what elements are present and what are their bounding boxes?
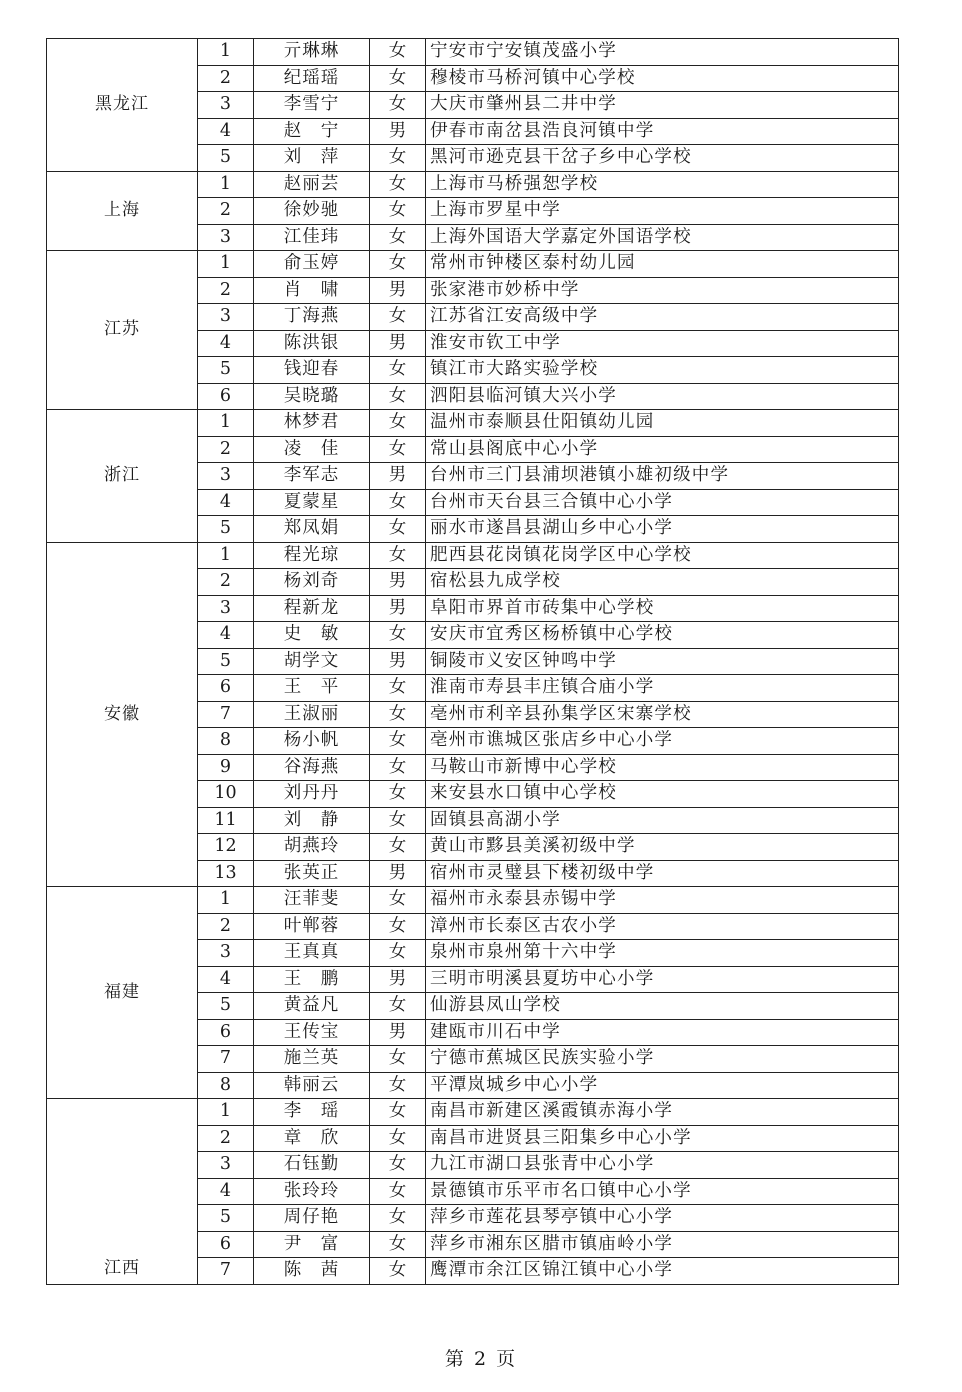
gender-cell: 男 bbox=[370, 1019, 426, 1046]
page-number: 第 2 页 bbox=[444, 1348, 518, 1370]
table-row bbox=[47, 887, 899, 914]
gender-cell: 女 bbox=[370, 410, 426, 437]
name-cell: 钱迎春 bbox=[254, 357, 370, 384]
school-cell: 漳州市长泰区古农小学 bbox=[426, 913, 899, 940]
row-number-cell: 1 bbox=[198, 887, 254, 914]
school-cell: 平潭岚城乡中心小学 bbox=[426, 1072, 899, 1099]
row-number-cell: 2 bbox=[198, 65, 254, 92]
school-cell: 常州市钟楼区泰村幼儿园 bbox=[426, 251, 899, 278]
table-row bbox=[47, 251, 899, 278]
school-cell: 淮安市钦工中学 bbox=[426, 330, 899, 357]
name-cell: 李军志 bbox=[254, 463, 370, 490]
school-cell: 亳州市谯城区张店乡中心小学 bbox=[426, 728, 899, 755]
gender-cell: 女 bbox=[370, 39, 426, 66]
school-cell: 南昌市进贤县三阳集乡中心小学 bbox=[426, 1125, 899, 1152]
school-cell: 固镇县高湖小学 bbox=[426, 807, 899, 834]
row-number-cell: 6 bbox=[198, 1019, 254, 1046]
table-row bbox=[47, 542, 899, 569]
school-cell: 台州市天台县三合镇中心小学 bbox=[426, 489, 899, 516]
name-cell: 章 欣 bbox=[254, 1125, 370, 1152]
gender-cell: 女 bbox=[370, 436, 426, 463]
name-cell: 刘 静 bbox=[254, 807, 370, 834]
row-number-cell: 11 bbox=[198, 807, 254, 834]
row-number-cell: 7 bbox=[198, 701, 254, 728]
school-cell: 仙游县凤山学校 bbox=[426, 993, 899, 1020]
gender-cell: 女 bbox=[370, 781, 426, 808]
school-cell: 阜阳市界首市砖集中心学校 bbox=[426, 595, 899, 622]
row-number-cell: 3 bbox=[198, 1152, 254, 1179]
name-cell: 叶郸蓉 bbox=[254, 913, 370, 940]
gender-cell: 女 bbox=[370, 887, 426, 914]
school-cell: 九江市湖口县张青中心小学 bbox=[426, 1152, 899, 1179]
name-cell: 王传宝 bbox=[254, 1019, 370, 1046]
school-cell: 萍乡市莲花县琴亭镇中心小学 bbox=[426, 1205, 899, 1232]
row-number-cell: 5 bbox=[198, 145, 254, 172]
row-number-cell: 3 bbox=[198, 940, 254, 967]
name-cell: 夏蒙星 bbox=[254, 489, 370, 516]
school-cell: 马鞍山市新博中心学校 bbox=[426, 754, 899, 781]
gender-cell: 女 bbox=[370, 145, 426, 172]
row-number-cell: 6 bbox=[198, 675, 254, 702]
name-cell: 杨刘奇 bbox=[254, 569, 370, 596]
table-row bbox=[47, 1099, 899, 1126]
name-cell: 胡燕玲 bbox=[254, 834, 370, 861]
name-cell: 江佳玮 bbox=[254, 224, 370, 251]
row-number-cell: 2 bbox=[198, 277, 254, 304]
gender-cell: 女 bbox=[370, 1046, 426, 1073]
gender-cell: 男 bbox=[370, 648, 426, 675]
gender-cell: 男 bbox=[370, 277, 426, 304]
gender-cell: 女 bbox=[370, 1072, 426, 1099]
gender-cell: 女 bbox=[370, 65, 426, 92]
school-cell: 宁安市宁安镇茂盛小学 bbox=[426, 39, 899, 66]
name-cell: 程新龙 bbox=[254, 595, 370, 622]
row-number-cell: 2 bbox=[198, 436, 254, 463]
row-number-cell: 8 bbox=[198, 728, 254, 755]
school-cell: 宿松县九成学校 bbox=[426, 569, 899, 596]
row-number-cell: 5 bbox=[198, 648, 254, 675]
school-cell: 来安县水口镇中心学校 bbox=[426, 781, 899, 808]
gender-cell: 女 bbox=[370, 1231, 426, 1258]
gender-cell: 男 bbox=[370, 595, 426, 622]
school-cell: 泗阳县临河镇大兴小学 bbox=[426, 383, 899, 410]
province-cell: 江苏 bbox=[47, 251, 198, 410]
name-cell: 周仔艳 bbox=[254, 1205, 370, 1232]
school-cell: 大庆市肇州县二井中学 bbox=[426, 92, 899, 119]
row-number-cell: 3 bbox=[198, 304, 254, 331]
row-number-cell: 3 bbox=[198, 92, 254, 119]
province-cell: 福建 bbox=[47, 887, 198, 1099]
gender-cell: 女 bbox=[370, 224, 426, 251]
name-cell: 程光琼 bbox=[254, 542, 370, 569]
school-cell: 安庆市宜秀区杨桥镇中心学校 bbox=[426, 622, 899, 649]
row-number-cell: 2 bbox=[198, 569, 254, 596]
name-cell: 赵 宁 bbox=[254, 118, 370, 145]
name-cell: 王真真 bbox=[254, 940, 370, 967]
name-cell: 纪瑶瑶 bbox=[254, 65, 370, 92]
school-cell: 丽水市遂昌县湖山乡中心小学 bbox=[426, 516, 899, 543]
name-cell: 刘 萍 bbox=[254, 145, 370, 172]
row-number-cell: 8 bbox=[198, 1072, 254, 1099]
gender-cell: 女 bbox=[370, 993, 426, 1020]
province-cell: 浙江 bbox=[47, 410, 198, 543]
name-cell: 赵丽芸 bbox=[254, 171, 370, 198]
gender-cell: 女 bbox=[370, 171, 426, 198]
row-number-cell: 3 bbox=[198, 224, 254, 251]
gender-cell: 女 bbox=[370, 304, 426, 331]
name-cell: 刘丹丹 bbox=[254, 781, 370, 808]
row-number-cell: 4 bbox=[198, 330, 254, 357]
school-cell: 江苏省江安高级中学 bbox=[426, 304, 899, 331]
name-cell: 凌 佳 bbox=[254, 436, 370, 463]
school-cell: 台州市三门县浦坝港镇小雄初级中学 bbox=[426, 463, 899, 490]
gender-cell: 男 bbox=[370, 966, 426, 993]
gender-cell: 女 bbox=[370, 940, 426, 967]
school-cell: 上海市罗星中学 bbox=[426, 198, 899, 225]
name-cell: 尹 富 bbox=[254, 1231, 370, 1258]
name-cell: 陈 茜 bbox=[254, 1258, 370, 1285]
name-cell: 汪菲斐 bbox=[254, 887, 370, 914]
province-cell: 江西 bbox=[47, 1099, 198, 1285]
gender-cell: 女 bbox=[370, 1178, 426, 1205]
row-number-cell: 1 bbox=[198, 1099, 254, 1126]
table-row bbox=[47, 171, 899, 198]
gender-cell: 男 bbox=[370, 569, 426, 596]
name-cell: 丁海燕 bbox=[254, 304, 370, 331]
gender-cell: 女 bbox=[370, 754, 426, 781]
school-cell: 淮南市寿县丰庄镇合庙小学 bbox=[426, 675, 899, 702]
name-cell: 杨小帆 bbox=[254, 728, 370, 755]
name-cell: 谷海燕 bbox=[254, 754, 370, 781]
name-cell: 林梦君 bbox=[254, 410, 370, 437]
row-number-cell: 1 bbox=[198, 39, 254, 66]
gender-cell: 女 bbox=[370, 1205, 426, 1232]
row-number-cell: 4 bbox=[198, 966, 254, 993]
table-row bbox=[47, 39, 899, 66]
gender-cell: 女 bbox=[370, 251, 426, 278]
school-cell: 黑河市逊克县干岔子乡中心学校 bbox=[426, 145, 899, 172]
gender-cell: 女 bbox=[370, 701, 426, 728]
name-cell: 吴晓璐 bbox=[254, 383, 370, 410]
row-number-cell: 10 bbox=[198, 781, 254, 808]
row-number-cell: 5 bbox=[198, 993, 254, 1020]
gender-cell: 女 bbox=[370, 516, 426, 543]
row-number-cell: 4 bbox=[198, 118, 254, 145]
name-cell: 徐妙驰 bbox=[254, 198, 370, 225]
row-number-cell: 9 bbox=[198, 754, 254, 781]
gender-cell: 女 bbox=[370, 675, 426, 702]
gender-cell: 女 bbox=[370, 542, 426, 569]
gender-cell: 女 bbox=[370, 807, 426, 834]
name-cell: 王 鹏 bbox=[254, 966, 370, 993]
name-cell: 胡学文 bbox=[254, 648, 370, 675]
row-number-cell: 6 bbox=[198, 1231, 254, 1258]
row-number-cell: 3 bbox=[198, 595, 254, 622]
province-cell: 上海 bbox=[47, 171, 198, 251]
row-number-cell: 13 bbox=[198, 860, 254, 887]
school-cell: 宁德市蕉城区民族实验小学 bbox=[426, 1046, 899, 1073]
row-number-cell: 1 bbox=[198, 542, 254, 569]
gender-cell: 女 bbox=[370, 728, 426, 755]
school-cell: 南昌市新建区溪霞镇赤海小学 bbox=[426, 1099, 899, 1126]
school-cell: 肥西县花岗镇花岗学区中心学校 bbox=[426, 542, 899, 569]
school-cell: 黄山市黟县美溪初级中学 bbox=[426, 834, 899, 861]
school-cell: 建瓯市川石中学 bbox=[426, 1019, 899, 1046]
name-cell: 郑凤娟 bbox=[254, 516, 370, 543]
school-cell: 镇江市大路实验学校 bbox=[426, 357, 899, 384]
row-number-cell: 6 bbox=[198, 383, 254, 410]
name-cell: 李 瑶 bbox=[254, 1099, 370, 1126]
school-cell: 上海外国语大学嘉定外国语学校 bbox=[426, 224, 899, 251]
name-cell: 石钰勤 bbox=[254, 1152, 370, 1179]
row-number-cell: 4 bbox=[198, 1178, 254, 1205]
row-number-cell: 2 bbox=[198, 1125, 254, 1152]
row-number-cell: 12 bbox=[198, 834, 254, 861]
row-number-cell: 5 bbox=[198, 1205, 254, 1232]
school-cell: 伊春市南岔县浩良河镇中学 bbox=[426, 118, 899, 145]
name-cell: 张玲玲 bbox=[254, 1178, 370, 1205]
school-cell: 萍乡市湘东区腊市镇庙岭小学 bbox=[426, 1231, 899, 1258]
gender-cell: 女 bbox=[370, 622, 426, 649]
gender-cell: 女 bbox=[370, 92, 426, 119]
row-number-cell: 5 bbox=[198, 516, 254, 543]
row-number-cell: 2 bbox=[198, 198, 254, 225]
row-number-cell: 7 bbox=[198, 1258, 254, 1285]
school-cell: 福州市永泰县赤锡中学 bbox=[426, 887, 899, 914]
gender-cell: 女 bbox=[370, 834, 426, 861]
province-cell: 黑龙江 bbox=[47, 39, 198, 172]
row-number-cell: 7 bbox=[198, 1046, 254, 1073]
name-cell: 王 平 bbox=[254, 675, 370, 702]
name-cell: 李雪宁 bbox=[254, 92, 370, 119]
name-cell: 韩丽云 bbox=[254, 1072, 370, 1099]
gender-cell: 女 bbox=[370, 489, 426, 516]
name-cell: 黄益凡 bbox=[254, 993, 370, 1020]
table-row bbox=[47, 410, 899, 437]
name-cell: 王淑丽 bbox=[254, 701, 370, 728]
name-cell: 肖 啸 bbox=[254, 277, 370, 304]
school-cell: 宿州市灵璧县下楼初级中学 bbox=[426, 860, 899, 887]
school-cell: 亳州市利辛县孙集学区宋寨学校 bbox=[426, 701, 899, 728]
gender-cell: 女 bbox=[370, 383, 426, 410]
name-cell: 俞玉婷 bbox=[254, 251, 370, 278]
name-cell: 张英正 bbox=[254, 860, 370, 887]
row-number-cell: 4 bbox=[198, 622, 254, 649]
school-cell: 常山县阁底中心小学 bbox=[426, 436, 899, 463]
school-cell: 上海市马桥强恕学校 bbox=[426, 171, 899, 198]
school-cell: 穆棱市马桥河镇中心学校 bbox=[426, 65, 899, 92]
gender-cell: 男 bbox=[370, 118, 426, 145]
gender-cell: 女 bbox=[370, 1099, 426, 1126]
school-cell: 泉州市泉州第十六中学 bbox=[426, 940, 899, 967]
row-number-cell: 1 bbox=[198, 410, 254, 437]
row-number-cell: 1 bbox=[198, 251, 254, 278]
school-cell: 景德镇市乐平市名口镇中心小学 bbox=[426, 1178, 899, 1205]
name-cell: 施兰英 bbox=[254, 1046, 370, 1073]
gender-cell: 女 bbox=[370, 1258, 426, 1285]
awardee-table bbox=[46, 38, 899, 1285]
gender-cell: 男 bbox=[370, 463, 426, 490]
row-number-cell: 4 bbox=[198, 489, 254, 516]
school-cell: 鹰潭市余江区锦江镇中心小学 bbox=[426, 1258, 899, 1285]
name-cell: 史 敏 bbox=[254, 622, 370, 649]
gender-cell: 女 bbox=[370, 1125, 426, 1152]
gender-cell: 男 bbox=[370, 860, 426, 887]
gender-cell: 女 bbox=[370, 1152, 426, 1179]
row-number-cell: 3 bbox=[198, 463, 254, 490]
province-cell: 安徽 bbox=[47, 542, 198, 887]
school-cell: 张家港市妙桥中学 bbox=[426, 277, 899, 304]
row-number-cell: 5 bbox=[198, 357, 254, 384]
school-cell: 三明市明溪县夏坊中心小学 bbox=[426, 966, 899, 993]
name-cell: 陈洪银 bbox=[254, 330, 370, 357]
row-number-cell: 1 bbox=[198, 171, 254, 198]
school-cell: 铜陵市义安区钟鸣中学 bbox=[426, 648, 899, 675]
row-number-cell: 2 bbox=[198, 913, 254, 940]
school-cell: 温州市泰顺县仕阳镇幼儿园 bbox=[426, 410, 899, 437]
gender-cell: 女 bbox=[370, 357, 426, 384]
gender-cell: 女 bbox=[370, 198, 426, 225]
gender-cell: 女 bbox=[370, 913, 426, 940]
gender-cell: 男 bbox=[370, 330, 426, 357]
name-cell: 亓琳琳 bbox=[254, 39, 370, 66]
